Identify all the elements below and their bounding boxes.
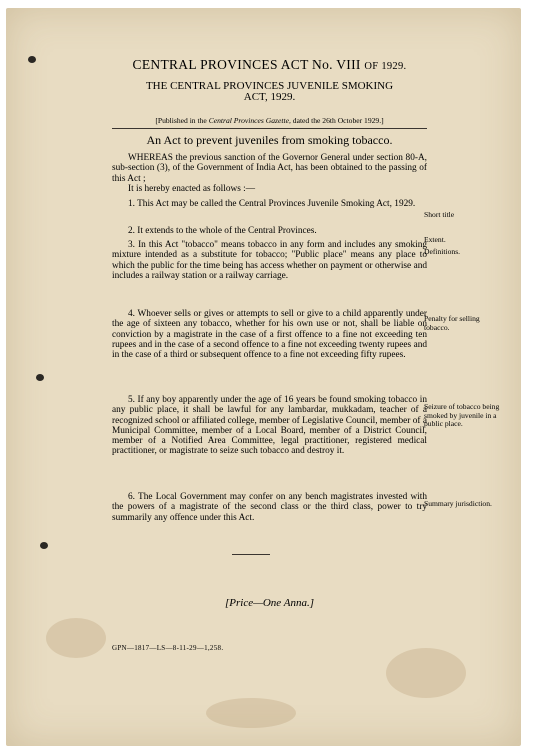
section-1: 1. This Act may be called the Central Provinces Juvenile Smoking Act, 1929.: [128, 199, 416, 209]
divider: [112, 128, 427, 129]
section-3: 3. In this Act "tobacco" means tobacco in any form and includes any smoking mixture intended as a substitute for tobacco; "Public place" means any place to which the public for the time being has access whether on payment or otherwise and includes a railway station or a railway carriage.: [112, 240, 427, 281]
punch-hole: [28, 56, 36, 63]
section-6: 6. The Local Government may confer on any bench magistrates invested with the powers of a magistrate of the second class or the third class, power to try summarily any offence under this Act.: [112, 492, 427, 523]
margin-note-seizure: Seizure of tobacco being smoked by juvenile in a public place.: [424, 402, 500, 429]
paper-stain: [46, 618, 106, 658]
paper-stain: [386, 648, 466, 698]
act-purpose: An Act to prevent juveniles from smoking tobacco.: [146, 133, 393, 147]
margin-note-short-title: Short title: [424, 210, 455, 219]
preamble: WHEREAS the previous sanction of the Governor General under section 80-A, sub-section (3), of the Government of India Act, has been obtained to the passing of this Act ; It is hereby enacted as follows :—: [112, 153, 427, 194]
act-number-heading: CENTRAL PROVINCES ACT No. VIII OF 1929.: [132, 57, 407, 72]
punch-hole: [36, 374, 44, 381]
margin-note-definitions: Definitions.: [424, 247, 461, 256]
punch-hole: [40, 542, 48, 549]
print-code: GPN—1817—LS—8-11-29—1,258.: [112, 644, 224, 652]
section-5: 5. If any boy apparently under the age of 16 years be found smoking tobacco in any public place, it shall be lawful for any lambardar, mukkadam, teacher of a recognized school or affiliated college, member of Legislative Council, member of a Municipal Committee, member of a Local Board, member of a District Council, member of a Notified Area Committee, legal practitioner, registered medical practitioner, or magistrate to seize such tobacco and destroy it.: [112, 395, 427, 457]
price-label: [Price—One Anna.]: [224, 597, 314, 609]
publication-note: [Published in the Central Provinces Gazette, dated the 26th October 1929.]: [155, 116, 384, 125]
paper-stain: [206, 698, 296, 728]
margin-note-penalty: Penalty for selling tobacco.: [424, 314, 480, 332]
act-title: THE CENTRAL PROVINCES JUVENILE SMOKING ACT, 1929.: [145, 80, 394, 103]
section-2: 2. It extends to the whole of the Central Provinces.: [128, 226, 317, 236]
end-rule: [232, 554, 270, 555]
section-4: 4. Whoever sells or gives or attempts to sell or give to a child apparently under the age of sixteen any tobacco, whether for his own use or not, shall be liable on conviction by a magistrate in the case of a first offence to a fine not exceeding ten rupees and in the case of a second offence to a fine not exceeding twenty rupees and in the case of a third or subsequent offence to a fine not exceeding fifty rupees.: [112, 309, 427, 361]
margin-note-extent: Extent.: [424, 235, 446, 244]
margin-note-summary: Summary jurisdiction.: [424, 499, 492, 508]
